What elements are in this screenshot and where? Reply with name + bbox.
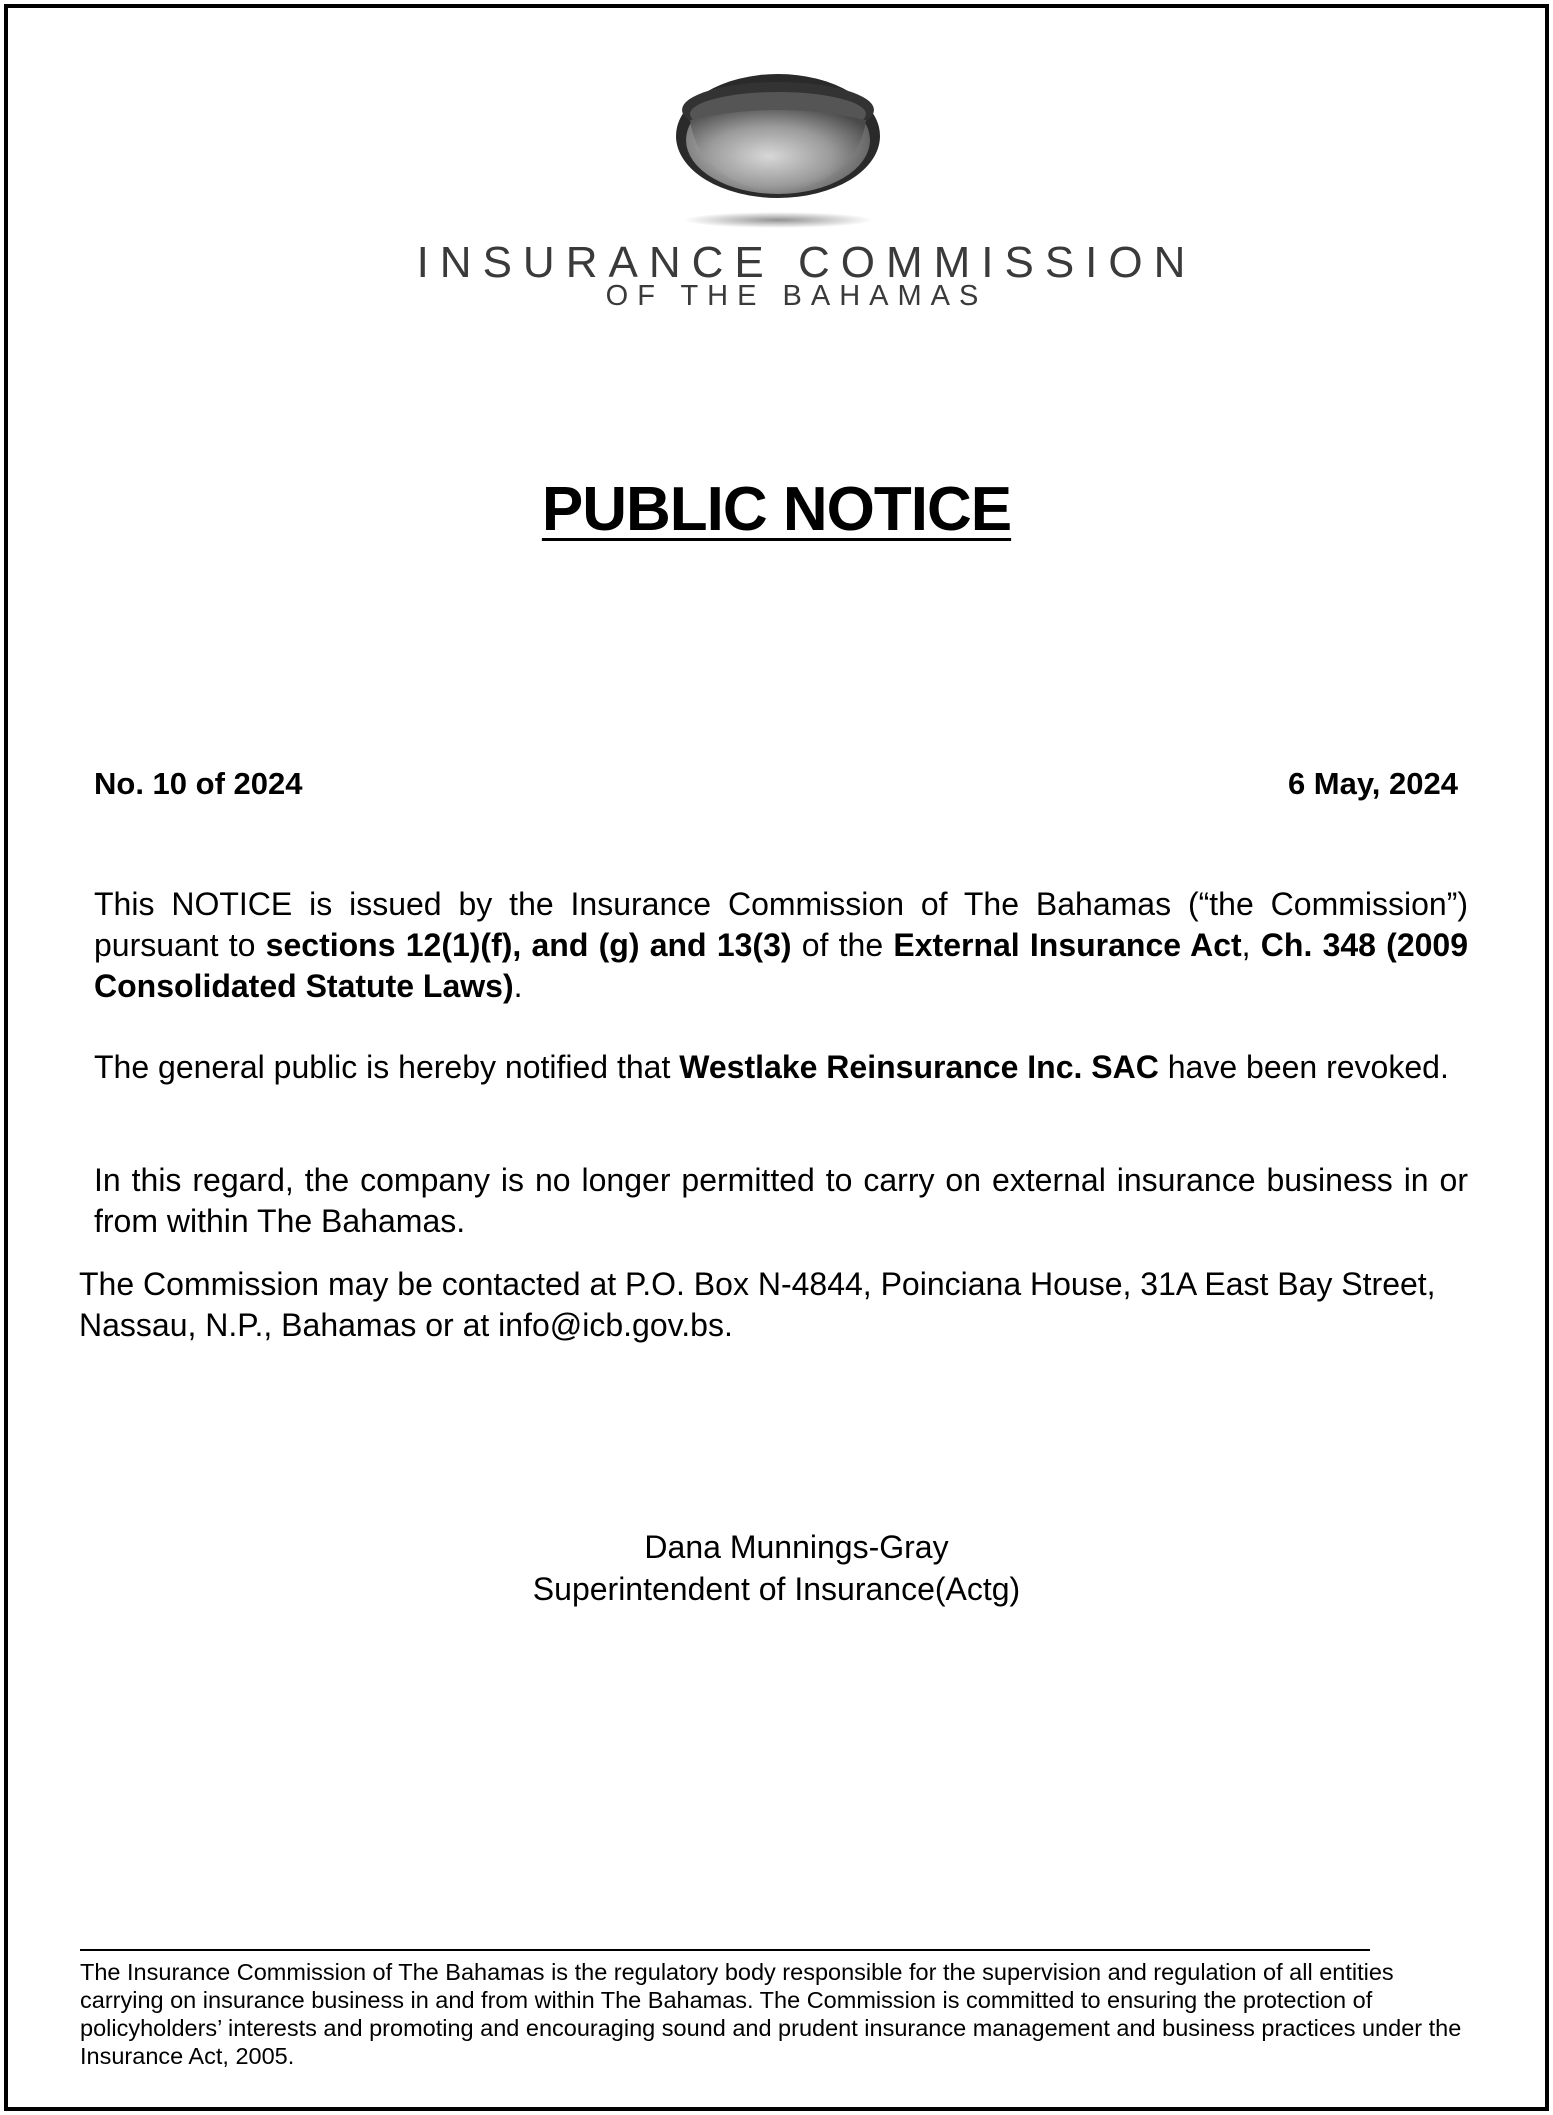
dome-emblem-icon xyxy=(668,70,888,240)
paragraph-authority: This NOTICE is issued by the Insurance Commission of The Bahamas (“the Commission”) pursuant to sections 12(1)(f), and (g) and 13(3) of the External Insurance Act, Ch. 348 (2009 Consolidated Statute Laws). xyxy=(94,886,1469,1004)
paragraph-consequence: In this regard, the company is no longer permitted to carry on external insurance business in or from within The Bahamas. xyxy=(94,1162,1468,1239)
notice-date: 6 May, 2024 xyxy=(1287,766,1458,801)
signature-block xyxy=(8,1526,1545,1610)
notice-number: No. 10 of 2024 xyxy=(94,766,303,801)
signatory-title: Superintendent of Insurance(Actg) xyxy=(532,1571,1021,1607)
footer-divider xyxy=(80,1949,1370,1951)
signatory-name: Dana Munnings-Gray xyxy=(644,1529,949,1565)
page-title: PUBLIC NOTICE xyxy=(541,475,1012,544)
org-name-line2: OF THE BAHAMAS xyxy=(605,280,988,312)
notice-frame xyxy=(4,4,1549,2111)
org-name-line1: INSURANCE COMMISSION xyxy=(416,238,1197,287)
paragraph-contact: The Commission may be contacted at P.O. Box N-4844, Poinciana House, 31A East Bay Street, Nassau, N.P., Bahamas or at info@icb.gov.bs. xyxy=(79,1266,1436,1343)
paragraph-revocation: The general public is hereby notified that Westlake Reinsurance Inc. SAC have been revoked. xyxy=(94,1049,1449,1085)
footer-text: The Insurance Commission of The Bahamas is the regulatory body responsible for the supervision and regulation of all entities carrying on insurance business in and from within The Bahamas. The Commission is committed to ensuring the protection of policyholders’ interests and promoting and encouraging sound and prudent insurance management and business practices under the Insurance Act, 2005. xyxy=(80,1959,1462,2069)
